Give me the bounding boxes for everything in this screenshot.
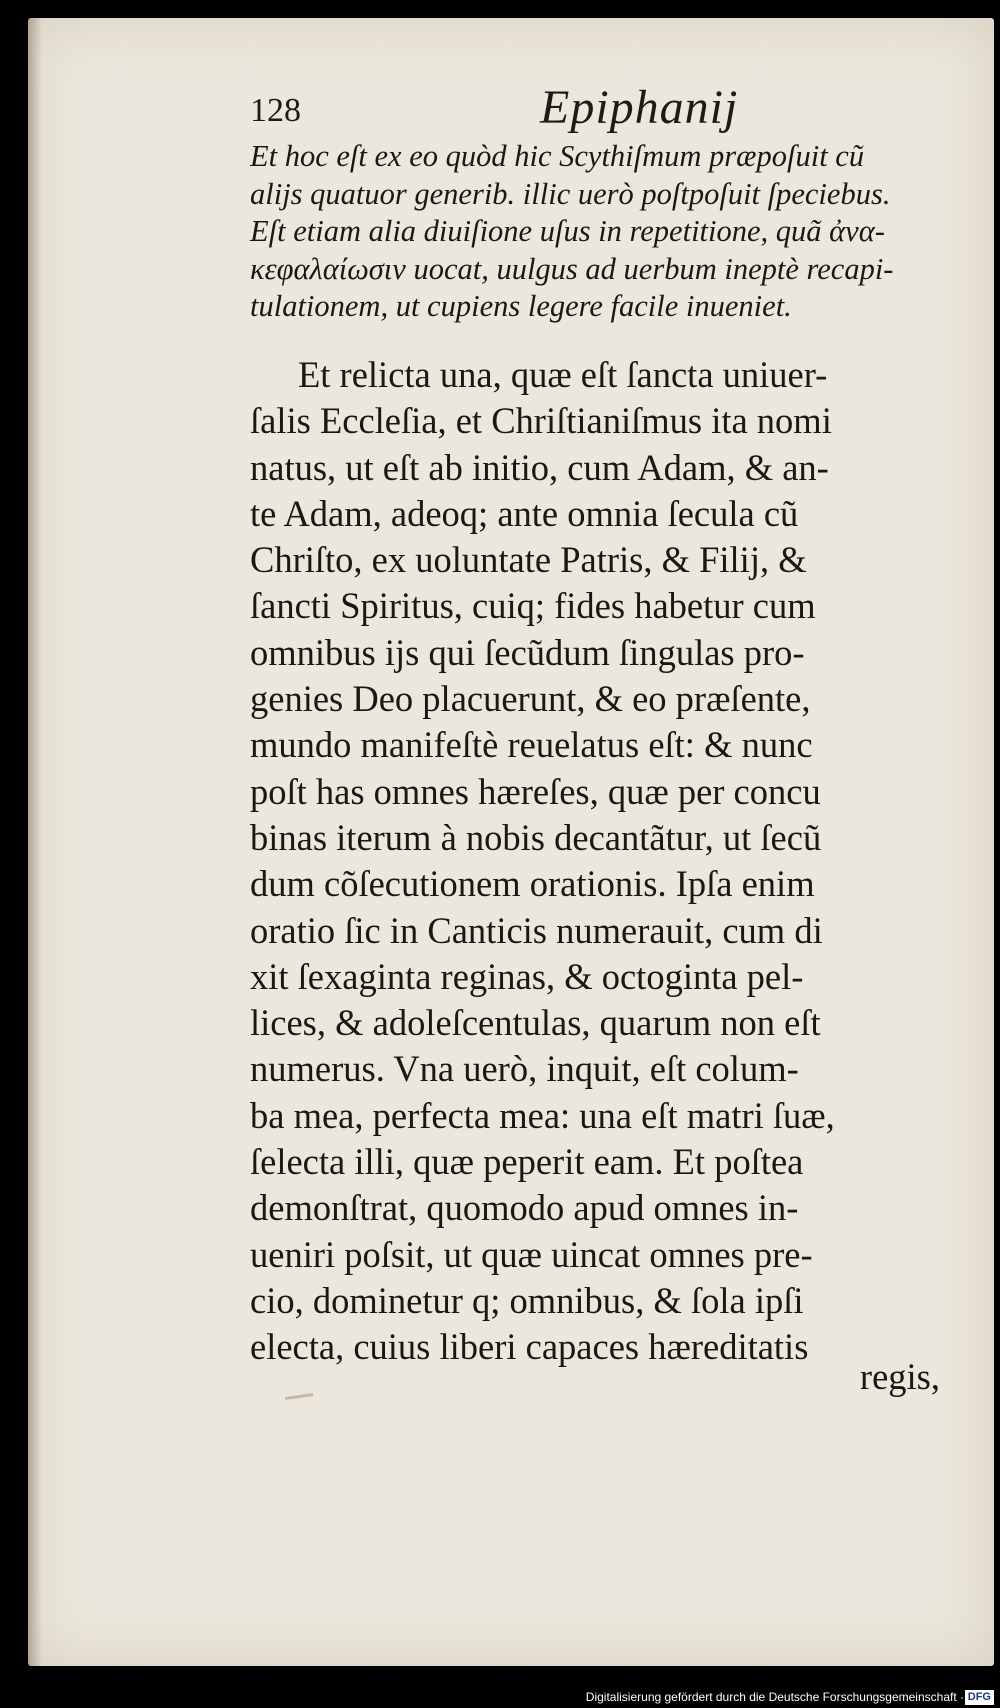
roman-line: Et relicta una, quæ eſt ſancta uniuer- (298, 354, 828, 395)
italic-line: Eſt etiam alia diuiſione uſus in repetitione, quã ἀνα- (250, 214, 885, 249)
catchword: regis, (859, 1356, 940, 1397)
roman-line: ſancti Spiritus, cuiq; fides habetur cum (250, 585, 816, 627)
roman-line: omnibus ijs qui ſecũdum ſingulas pro- (250, 631, 805, 673)
page-header (250, 80, 950, 140)
roman-line: xit ſexaginta reginas, & octoginta pel- (250, 955, 804, 997)
roman-line: te Adam, adeoq; ante omnia ſecula cũ (250, 492, 799, 534)
dfg-logo-icon: DFG (965, 1690, 994, 1705)
roman-line: poſt has omnes hæreſes, quæ per concu (250, 770, 821, 812)
roman-line: natus, ut eſt ab initio, cum Adam, & an- (250, 446, 829, 488)
roman-line: mundo manifeſtè reuelatus eſt: & nunc (250, 724, 813, 766)
roman-line: genies Deo placuerunt, & eo præſente, (250, 678, 811, 720)
roman-line: binas iterum à nobis decantãtur, ut ſecũ (250, 816, 822, 858)
footer-bar (0, 1688, 1000, 1708)
roman-line: dum cõſecutionem orationis. Ipſa enim (250, 863, 815, 905)
roman-line: ueniri poſsit, ut quæ uincat omnes pre- (250, 1233, 813, 1275)
roman-line: oratio ſic in Canticis numerauit, cum di (250, 909, 823, 951)
italic-paragraph (250, 138, 950, 326)
page-number: 128 (250, 92, 301, 129)
roman-line: ſalis Eccleſia, et Chriſtianiſmus ita nomi (250, 400, 832, 442)
roman-line: ſelecta illi, quæ peperit eam. Et poſtea (250, 1141, 804, 1183)
roman-line: Chriſto, ex uoluntate Patris, & Filij, & (250, 539, 807, 581)
roman-line: demonſtrat, quomodo apud omnes in- (250, 1187, 799, 1229)
roman-line: lices, & adoleſcentulas, quarum non eſt (250, 1002, 821, 1044)
roman-line: ba mea, perfecta mea: una eſt matri ſuæ, (250, 1094, 835, 1136)
roman-paragraph (250, 352, 950, 1371)
roman-line: numerus. Vna uerò, inquit, eſt colum- (250, 1048, 799, 1090)
italic-line: alijs quatuor generib. illic uerò poſtpoſuit ſpeciebus. (250, 176, 891, 211)
roman-line: electa, cuius liberi capaces hæreditatis (250, 1326, 809, 1368)
running-head: Epiphanij (540, 81, 739, 134)
roman-line: cio, dominetur q; omnibus, & ſola ipſi (250, 1279, 804, 1321)
funding-credit: Digitalisierung gefördert durch die Deutsche Forschungsgemeinschaft · (585, 1690, 964, 1704)
page-gutter-shadow (28, 18, 42, 1666)
italic-line: Et hoc eſt ex eo quòd hic Scythiſmum præpoſuit cũ (250, 139, 865, 173)
italic-line: tulationem, ut cupiens legere facile inueniet. (250, 289, 792, 324)
italic-line: κεφαλαίωσιν uocat, uulgus ad uerbum ineptè recapi- (250, 251, 894, 286)
